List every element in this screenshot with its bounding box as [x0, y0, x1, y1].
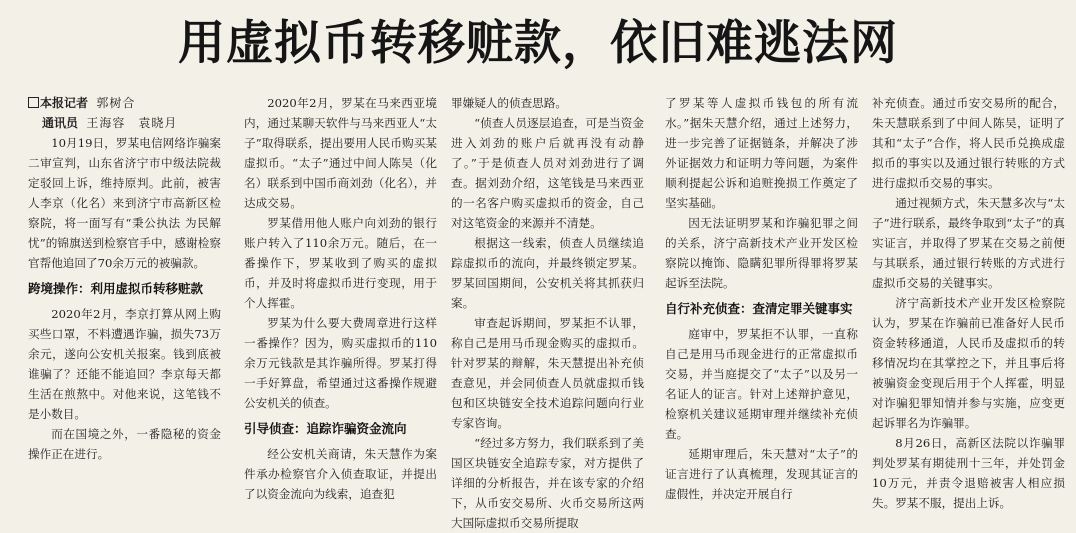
article-column-4 [665, 93, 858, 501]
paragraph: 审查起诉期间，罗某拒不认罪，称自己是用马币现金购买的虚拟币。针对罗某的辩解，朱天慧提出补充侦查意见，并会同侦查人员就虚拟币钱包和区块链安全技术追踪问题向行业专家咨询。 [451, 316, 644, 430]
correspondent-label: 通讯员 [42, 116, 79, 130]
paragraph: 庭审中，罗某拒不认罪，一直称自己是用马币现金进行的正常虚拟币交易，并当庭提交了“太子”以及另一名证人的证言。针对上述辩护意见，检察机关建议延期审理并继续补充侦查。 [665, 327, 858, 441]
paragraph: 2020年2月，李京打算从网上购买些口罩，不料遭遇诈骗，损失73万余元，遂向公安机关报案。钱到底被谁骗了？还能不能追回？李京每天都生活在煎熬中。对他来说，这笔钱不是小数目。 [28, 307, 221, 421]
paragraph: 经公安机关商请，朱天慧作为案件承办检察官介入侦查取证，并提出了以资金流向为线索，追查犯 [244, 447, 437, 501]
paragraph: 罗某为什么要大费周章进行这样一番操作？因为，购买虚拟币的110余万元钱款是其诈骗所得。罗某打得一手好算盘，希望通过这番操作规避公安机关的侦查。 [244, 316, 437, 410]
paragraph: 8月26日，高新区法院以诈骗罪判处罗某有期徒刑十三年，并处罚金10万元，并责令退赔被害人相应损失。罗某不服，提出上诉。 [872, 436, 1065, 510]
correspondent-names: 王海容 袁晓月 [86, 116, 178, 130]
paragraph: 通过视频方式，朱天慧多次与“太子”进行联系，最终争取到“太子”的真实证言，并取得了罗某在交易之前便与其联系，通过银行转账的方式进行虚拟币交易的关键事实。 [872, 196, 1065, 290]
paragraph: “侦查人员逐层追查，可是当资金进入刘劲的账户后就再没有动静了。”于是侦查人员对刘劲进行了调查。据刘劲介绍，这笔钱是马来西亚的一名客户购买虚拟币的资金，自己对这笔资金的来源并不清楚。 [451, 116, 644, 230]
byline-correspondent [28, 113, 221, 133]
section-heading: 自行补充侦查：查清定罪关键事实 [665, 301, 853, 316]
article-column-3 [451, 93, 644, 530]
article-column-5 [872, 93, 1065, 510]
headline: 用虚拟币转移赃款，依旧难逃法网 [178, 16, 898, 71]
byline-reporter [28, 93, 221, 113]
article-column-2 [244, 93, 437, 501]
paragraph: 10月19日，罗某电信网络诈骗案二审宣判，山东省济宁市中级法院裁定驳回上诉，维持原判。此前，被害人李京（化名）来到济宁市高新区检察院，将一面写有“秉公执法 为民解忧”的锦旗送到检察官手中，感谢检察官帮他追回了70余万元的被骗款。 [28, 136, 221, 270]
article-column-1 [28, 93, 221, 461]
paragraph: 2020年2月，罗某在马来西亚境内，通过某聊天软件与马来西亚人“太子”取得联系，提出要用人民币购买某虚拟币。“太子”通过中间人陈吴（化名）联系到中国币商刘劲（化名），并达成交易。 [244, 96, 437, 210]
reporter-name: 郭树合 [96, 96, 136, 110]
paragraph: 罪嫌疑人的侦查思路。 [451, 96, 567, 110]
paragraph: 补充侦查。通过币安交易所的配合，朱天慧联系到了中间人陈吴，证明了其和“太子”合作，将人民币兑换成虚拟币的事实以及通过银行转账的方式进行虚拟币交易的事实。 [872, 96, 1065, 190]
section-heading: 跨境操作：利用虚拟币转移赃款 [28, 281, 204, 296]
paragraph: 根据这一线索，侦查人员继续追踪虚拟币的流向，并最终锁定罗某。罗某回国期间，公安机关将其抓获归案。 [451, 236, 644, 310]
paragraph: 延期审理后，朱天慧对“太子”的证言进行了认真梳理，发现其证言的虚假性，并决定开展自行 [665, 447, 858, 501]
paragraph: 了罗某等人虚拟币钱包的所有流水。”据朱天慧介绍，通过上述努力，进一步完善了证据链条，并解决了涉外证据效力和证明力等问题，为案件顺利提起公诉和追赃挽损工作奠定了坚实基础。 [665, 96, 858, 210]
paragraph: “经过多方努力，我们联系到了美国区块链安全追踪专家，对方提供了详细的分析报告，并在该专家的介绍下，从币安交易所、火币交易所这两大国际虚拟币交易所提取 [451, 436, 644, 530]
paragraph: 罗某借用他人账户向刘劲的银行账户转入了110余万元。随后，在一番操作下，罗某收到了购买的虚拟币，并及时将虚拟币进行变现，用于个人挥霍。 [244, 216, 437, 310]
section-heading: 引导侦查：追踪诈骗资金流向 [244, 421, 407, 436]
paragraph: 因无法证明罗某和诈骗犯罪之间的关系，济宁高新技术产业开发区检察院以掩饰、隐瞒犯罪所得罪将罗某起诉至法院。 [665, 216, 858, 290]
reporter-label: 本报记者 [40, 96, 89, 110]
box-marker-icon [28, 97, 39, 108]
byline [28, 93, 221, 133]
paragraph: 而在国境之外，一番隐秘的资金操作正在进行。 [28, 427, 221, 461]
paragraph: 济宁高新技术产业开发区检察院认为，罗某在诈骗前已准备好人民币资金转移通道，人民币及虚拟币的转移情况均在其掌控之下，并且事后将被骗资金变现后用于个人挥霍，明显对诈骗犯罪知情并参与实施，应变更起诉罪名为诈骗罪。 [872, 296, 1065, 430]
